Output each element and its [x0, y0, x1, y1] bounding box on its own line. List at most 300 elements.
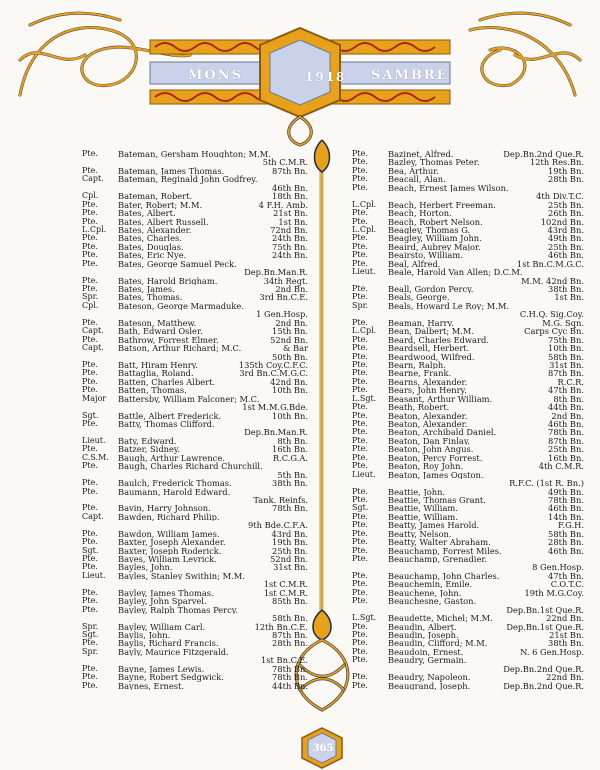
entry-unit: 44th Bn.	[272, 680, 308, 691]
roll-entry	[352, 293, 584, 301]
entry-name: Beairsto, William.	[388, 251, 463, 260]
entry-rank: Pte.	[352, 165, 368, 175]
entry-unit: 87th Bn.	[272, 165, 308, 176]
entry-rank: Pte.	[352, 216, 368, 226]
entry-name: Bayne, Robert Sedgwick.	[118, 673, 224, 682]
entry-rank: Pte.	[82, 258, 98, 268]
entry-unit: 49th Bn.	[548, 233, 584, 244]
entry-unit: 25th Bn.	[548, 444, 584, 455]
entry-unit: 28th Bn.	[548, 174, 584, 185]
entry-rank: Pte.	[352, 233, 368, 243]
entry-unit: 12th Res.Bn.	[529, 157, 584, 168]
entry-unit: 25th Bn.	[548, 199, 584, 210]
entry-name: Batt, Hiram Henry.	[118, 360, 198, 370]
entry-rank: Pte.	[82, 503, 98, 513]
entry-unit: 10th Bn.	[272, 385, 308, 396]
header-right-word: SAMBRE	[371, 68, 449, 83]
entry-name: Beatty, James Harold.	[388, 521, 480, 530]
entry-unit: 58th Bn.	[548, 528, 584, 539]
entry-name: Bearne, Frank.	[388, 369, 452, 378]
entry-unit: 1 Gen.Hosp.	[256, 309, 308, 320]
roll-entry	[352, 175, 584, 183]
entry-unit: 10th Bn.	[272, 410, 308, 421]
roll-entry	[352, 589, 584, 597]
entry-rank: Pte.	[352, 638, 368, 648]
roll-entry	[82, 479, 308, 487]
entry-rank: Pte.	[82, 165, 98, 175]
right-name-column	[352, 150, 584, 690]
entry-rank: Pte.	[82, 638, 98, 648]
entry-rank: Lieut.	[82, 435, 106, 445]
entry-name: Beatty, Nelson.	[388, 529, 452, 539]
entry-name: Bayley, Ralph Thomas Percy.	[118, 605, 239, 615]
entry-unit: 47th Bn.	[548, 570, 584, 581]
entry-name: Beaton, John Angus.	[388, 445, 474, 454]
entry-unit: 4 F.H. Amb.	[258, 199, 308, 210]
roll-entry	[82, 310, 308, 318]
entry-rank: Capt.	[82, 511, 104, 521]
entry-rank: Pte.	[352, 334, 368, 344]
roll-entry	[82, 293, 308, 301]
entry-rank: L.Cpl.	[352, 224, 377, 234]
entry-rank: C.S.M.	[82, 452, 109, 462]
entry-name: Bawdon, William James.	[118, 529, 220, 539]
entry-name: Bates, Thomas.	[118, 293, 183, 302]
entry-name: Bathrow, Forrest Elmer.	[118, 335, 219, 345]
entry-name: Bayles, Stanley Swithin; M.M.	[118, 571, 245, 581]
entry-rank: Pte.	[352, 680, 368, 690]
entry-unit: 22nd Bn.	[546, 613, 584, 624]
left-name-column	[82, 150, 308, 690]
entry-unit: 1st C.M.R.	[263, 579, 308, 590]
entry-unit: 28th Bn.	[548, 537, 584, 548]
entry-unit: 49th Bn.	[548, 486, 584, 497]
entry-rank: Lieut.	[352, 469, 376, 479]
entry-rank: Pte.	[352, 258, 368, 268]
entry-rank: L.Cpl.	[352, 326, 377, 336]
roll-entry	[352, 369, 584, 377]
entry-name: Bates, Albert Russell.	[118, 217, 209, 226]
entry-rank: Pte.	[352, 241, 368, 251]
entry-rank: Pte.	[352, 351, 368, 361]
entry-rank: Pte.	[352, 486, 368, 496]
entry-rank: Pte.	[82, 478, 98, 488]
entry-rank: Pte.	[352, 511, 368, 521]
entry-unit: 21st Bn.	[273, 208, 308, 219]
page-number: 365	[312, 743, 334, 754]
roll-entry	[352, 682, 584, 690]
entry-name: Beauchesne, Gaston.	[388, 597, 477, 606]
roll-entry	[352, 260, 584, 268]
roll-entry	[82, 386, 308, 394]
entry-rank: Pte.	[82, 233, 98, 243]
entry-unit: 46th Bn.	[548, 419, 584, 429]
entry-name: Battle, Albert Frederick.	[118, 411, 222, 421]
entry-name: Bayes, William Levrick.	[118, 555, 217, 564]
entry-name: Beacall, Alan.	[388, 175, 446, 184]
entry-unit: 4th C.M.R.	[538, 461, 584, 472]
entry-rank: Pte.	[352, 655, 368, 665]
entry-rank: Capt.	[82, 326, 104, 336]
entry-name: Battaglia, Roland.	[118, 369, 194, 378]
entry-name: Baugh, Arthur Lawrence.	[118, 453, 225, 463]
entry-unit: 22nd Bn.	[546, 672, 584, 683]
entry-unit: 2nd Bn.	[551, 410, 584, 421]
entry-name: Beaird, Aubrey Major.	[388, 242, 481, 252]
entry-rank: Pte.	[352, 208, 368, 218]
entry-name: Bateson, Matthew.	[118, 318, 197, 328]
roll-entry	[352, 462, 584, 470]
entry-name: Baty, Edward.	[118, 436, 177, 446]
entry-rank: Pte.	[82, 486, 98, 496]
entry-rank: L.Sgt.	[352, 393, 377, 403]
entry-name: Batty, Thomas Clifford.	[118, 420, 215, 429]
entry-unit: 44th Bn.	[548, 402, 584, 413]
entry-unit: 9th Bde.C.F.A.	[248, 520, 308, 531]
entry-name: Beach, Robert Nelson.	[388, 217, 483, 226]
entry-rank: Lieut.	[82, 570, 106, 580]
entry-name: Beaton, Archibald Daniel.	[388, 428, 497, 437]
roll-entry	[82, 462, 308, 470]
entry-rank: Pte.	[82, 537, 98, 547]
entry-rank: Pte.	[352, 629, 368, 639]
entry-name: Bazley, Thomas Peter.	[388, 158, 480, 167]
entry-unit: 75th Bn.	[548, 334, 584, 345]
entry-unit: 58th Bn.	[548, 351, 584, 362]
entry-unit: 58th Bn.	[272, 613, 308, 624]
entry-name: Bates, Harold Brigham.	[118, 276, 218, 286]
roll-entry	[352, 403, 584, 411]
entry-unit: 75th Bn.	[272, 241, 308, 252]
entry-rank: Spr.	[82, 621, 99, 631]
entry-unit: R.C.R.	[557, 376, 584, 387]
entry-rank: Pte.	[352, 520, 368, 530]
entry-rank: Pte.	[82, 241, 98, 251]
entry-unit: 3rd Bn.C.E.	[259, 292, 308, 303]
entry-rank: Pte.	[82, 461, 98, 471]
roll-entry	[82, 682, 308, 690]
entry-unit: 78th Bn.	[548, 494, 584, 505]
entry-name: Beauchemin, Emile.	[388, 580, 473, 589]
entry-name: Bearns, Alexander.	[388, 377, 468, 387]
entry-unit: 25th Bn.	[548, 241, 584, 252]
entry-name: Baxter, Joseph Alexander.	[118, 538, 226, 547]
entry-unit: Dep.Bn.1st Que.R.	[506, 604, 584, 615]
entry-name: Beard, Charles Edward.	[388, 335, 489, 345]
entry-rank: Pte.	[352, 435, 368, 445]
roll-entry	[82, 209, 308, 217]
entry-name: Bates, Albert.	[118, 209, 176, 218]
entry-rank: Pte.	[82, 250, 98, 260]
entry-name: Beauchene, John.	[388, 588, 462, 598]
entry-rank: Pte.	[82, 376, 98, 386]
entry-rank: Pte.	[82, 208, 98, 218]
entry-name: Bean, Dalbert; M.M.	[388, 327, 475, 336]
entry-name: Bateman, James Thomas.	[118, 166, 225, 176]
entry-rank: Pte.	[352, 587, 368, 597]
entry-unit: 12th Bn.C.E.	[254, 621, 308, 632]
entry-rank: Spr.	[352, 300, 369, 310]
entry-rank: Pte.	[352, 182, 368, 192]
roll-entry	[82, 167, 308, 175]
entry-unit: 135th Coy.C.F.C.	[238, 359, 308, 370]
entry-name: Beath, Robert.	[388, 403, 450, 412]
entry-unit: 78th Bn.	[272, 672, 308, 683]
entry-rank: Pte.	[82, 419, 98, 428]
entry-name: Bea, Arthur.	[388, 166, 439, 176]
entry-unit: 38th Bn.	[548, 638, 584, 649]
entry-unit: 5th Bn.	[277, 469, 308, 480]
roll-entry	[352, 572, 584, 580]
entry-name: Beals, Howard Le Roy; M.M.	[388, 301, 510, 311]
entry-rank: Sgt.	[82, 545, 99, 555]
entry-rank: Pte.	[352, 452, 368, 462]
entry-rank: Cpl.	[82, 191, 99, 201]
entry-name: Beaton, Roy John.	[388, 462, 464, 471]
entry-name: Battersby, William Falconer; M.C.	[118, 394, 260, 404]
entry-rank: Pte.	[352, 461, 368, 471]
entry-name: Beagley, Thomas G.	[388, 225, 471, 235]
entry-rank: Spr.	[82, 292, 99, 302]
entry-name: Bateman, Gersham Houghton; M.M.	[118, 150, 271, 159]
entry-rank: Pte.	[82, 562, 98, 572]
entry-rank: Spr.	[82, 646, 99, 656]
entry-name: Batzer, Sidney.	[118, 445, 181, 454]
entry-unit: 78th Bn.	[548, 427, 584, 438]
entry-name: Beattie, Thomas Grant.	[388, 495, 486, 505]
roll-entry	[352, 648, 584, 656]
entry-rank: Capt.	[82, 343, 104, 353]
entry-rank: Sgt.	[82, 629, 99, 639]
entry-name: Beaudette, Michel; M.M.	[388, 614, 493, 623]
entry-name: Bath, Edward Osler.	[118, 327, 203, 336]
entry-rank: Pte.	[82, 334, 98, 344]
entry-name: Bateson, George Marmaduke.	[118, 301, 244, 311]
entry-name: Batten, Thomas.	[118, 386, 187, 395]
entry-rank: Pte.	[82, 604, 98, 614]
entry-unit: 1st M.M.G.Bde.	[242, 402, 308, 413]
entry-name: Beaton, Alexander.	[388, 411, 468, 421]
entry-rank: Pte.	[82, 385, 98, 395]
entry-name: Beal, Alfred.	[388, 259, 441, 269]
entry-name: Bayly, Maurice Fitzgerald.	[118, 647, 229, 657]
entry-name: Beauchamp, Forrest Miles.	[388, 546, 502, 556]
roll-entry	[82, 428, 308, 436]
roll-entry	[82, 336, 308, 344]
roll-entry	[82, 454, 308, 462]
entry-unit: 4th Div.T.C.	[536, 191, 584, 202]
entry-unit: 38th Bn.	[548, 284, 584, 294]
entry-unit: 1st Bn.	[554, 292, 584, 303]
entry-rank: Pte.	[82, 368, 98, 378]
entry-unit: 87th Bn.	[548, 435, 584, 446]
entry-name: Baylis, Richard Francis.	[118, 639, 219, 648]
entry-unit: Dep.Bn.2nd Que.R.	[503, 149, 584, 159]
entry-unit: & Bar	[282, 343, 308, 354]
entry-name: Beall, Gordon Percy.	[388, 285, 474, 294]
entry-rank: L.Sgt.	[352, 613, 377, 623]
entry-name: Beattie, William.	[388, 512, 458, 522]
entry-rank: Pte.	[82, 663, 98, 673]
entry-rank: Pte.	[82, 359, 98, 369]
entry-unit: R.C.G.A.	[272, 452, 308, 463]
entry-rank: Pte.	[82, 317, 98, 327]
entry-rank: Pte.	[352, 385, 368, 395]
entry-name: Bates, Charles.	[118, 234, 182, 243]
entry-rank: Pte.	[352, 402, 368, 412]
entry-name: Bayles, John.	[118, 563, 173, 572]
entry-unit: 42nd Bn.	[270, 376, 308, 387]
entry-name: Beach, Ernest James Wilson.	[388, 183, 509, 193]
entry-name: Beach, Herbert Freeman.	[388, 200, 496, 210]
entry-unit: 8th Bn.	[277, 435, 308, 446]
entry-rank: Pte.	[352, 359, 368, 369]
entry-name: Batson, Arthur Richard; M.C.	[118, 344, 242, 353]
entry-unit: Carps Cyc Bn.	[524, 326, 584, 337]
entry-name: Beaman, Harry.	[388, 318, 454, 328]
entry-unit: 16th Bn.	[272, 444, 308, 455]
entry-rank: Pte.	[82, 587, 98, 597]
entry-name: Beaton, Percy Forrest.	[388, 453, 483, 463]
entry-rank: Pte.	[82, 216, 98, 226]
entry-unit: 15th Bn.	[272, 326, 308, 337]
entry-unit: Dep.Bn.1st Que.R.	[506, 621, 584, 632]
entry-unit: 72nd Bn.	[270, 224, 308, 235]
entry-name: Baynes, Ernest.	[118, 681, 185, 691]
entry-rank: Pte.	[82, 680, 98, 690]
entry-unit: 8 Gen.Hosp.	[532, 562, 584, 573]
header-left-word: MONS	[188, 68, 243, 83]
entry-unit: 85th Bn.	[272, 596, 308, 607]
entry-rank: Pte.	[352, 292, 368, 302]
entry-name: Bawden, Richard Philip.	[118, 512, 220, 522]
roll-entry	[82, 563, 308, 571]
entry-name: Beale, Harold Van Allen; D.C.M.	[388, 268, 523, 277]
entry-unit: 43rd Bn.	[547, 224, 584, 235]
entry-rank: Pte.	[82, 444, 98, 454]
entry-name: Baulch, Frederick Thomas.	[118, 479, 232, 488]
entry-rank: Pte.	[352, 494, 368, 504]
entry-unit: Dep.Bn.Man.R.	[244, 267, 308, 278]
entry-unit: 1st Bn.C.M.G.C.	[516, 258, 584, 269]
entry-unit: C.O.T.C.	[550, 579, 584, 590]
entry-name: Beaton, Dan Finlay.	[388, 436, 471, 446]
entry-rank: Pte.	[352, 444, 368, 454]
entry-name: Bateman, Robert.	[118, 192, 193, 201]
entry-unit: 1st C.M.R.	[263, 587, 308, 598]
entry-name: Beauchamp, John Charles.	[388, 571, 500, 581]
entry-rank: Pte.	[352, 537, 368, 547]
entry-unit: 19th Bn.	[548, 165, 584, 176]
entry-name: Beagley, William John.	[388, 234, 482, 243]
entry-unit: 19th M.G.Coy.	[524, 587, 584, 598]
entry-name: Beaton, Alexander.	[388, 420, 468, 429]
entry-rank: Pte.	[352, 174, 368, 184]
entry-unit: 10th Bn.	[548, 343, 584, 354]
entry-unit: 78th Bn.	[272, 663, 308, 674]
entry-unit: 46th Bn.	[548, 545, 584, 556]
entry-unit: 8th Bn.	[553, 393, 584, 404]
entry-unit: 87th Bn.	[548, 368, 584, 379]
roll-entry	[82, 277, 308, 285]
roll-entry	[352, 285, 584, 293]
entry-name: Bates, Alexander.	[118, 225, 192, 235]
entry-rank: Pte.	[352, 284, 368, 293]
entry-unit: 3rd Bn.C.M.G.C.	[239, 368, 308, 379]
entry-rank: Pte.	[352, 317, 368, 327]
entry-name: Bayley, John Sparvel.	[118, 597, 207, 606]
entry-rank: Sgt.	[352, 503, 369, 513]
entry-unit: F.G.H.	[558, 520, 584, 531]
entry-unit: 50th Bn.	[272, 351, 308, 362]
entry-rank: Pte.	[82, 528, 98, 538]
roll-entry	[352, 386, 584, 394]
entry-name: Bates, George Samuel Peck.	[118, 259, 237, 269]
entry-unit: 2nd Bn.	[275, 284, 308, 294]
entry-unit: 25th Bn.	[272, 545, 308, 556]
entry-name: Beatty, Walter Abraham.	[388, 538, 491, 547]
entry-rank: Pte.	[352, 596, 368, 606]
entry-name: Baugh, Charles Richard Churchill.	[118, 462, 263, 471]
roll-entry	[352, 513, 584, 521]
entry-unit: R.F.C. (1st R. Bn.)	[509, 478, 584, 489]
entry-unit: 28th Bn.	[272, 638, 308, 649]
entry-unit: 18th Bn.	[272, 191, 308, 202]
entry-name: Beaudry, Germain.	[388, 656, 467, 665]
entry-rank: L.Cpl.	[82, 224, 107, 234]
entry-unit: M.M. 42nd Bn.	[521, 275, 584, 286]
roll-entry	[82, 639, 308, 647]
entry-unit: Dep.Bn.Man.R.	[244, 427, 308, 438]
entry-unit: 5th C.M.R.	[262, 157, 308, 168]
entry-rank: Lieut.	[352, 267, 376, 277]
entry-unit: 16th Bn.	[548, 452, 584, 463]
entry-name: Bater, Robert; M.M.	[118, 200, 203, 210]
entry-unit: 87th Bn.	[272, 629, 308, 640]
entry-name: Beaudin, Clifford; M.M.	[388, 639, 488, 648]
entry-name: Bayley, William Carl.	[118, 622, 206, 631]
entry-unit: Dep.Bn.2nd Que.R.	[503, 680, 584, 691]
entry-name: Beaudry, Napoleon.	[388, 673, 471, 682]
entry-unit: C.H.Q. Sig.Coy.	[519, 309, 584, 320]
entry-unit: 102nd Bn.	[540, 216, 584, 227]
entry-rank: Pte.	[82, 199, 98, 209]
entry-unit: 46th Bn.	[548, 503, 584, 514]
entry-name: Bayne, James Lewis.	[118, 664, 205, 674]
entry-unit: 47th Bn.	[548, 385, 584, 396]
entry-name: Beattie, William.	[388, 504, 458, 513]
entry-unit: 26th Bn.	[548, 208, 584, 219]
entry-rank: Pte.	[82, 596, 98, 606]
entry-name: Bates, Eric Nye.	[118, 251, 187, 260]
entry-rank: Pte.	[352, 250, 368, 260]
entry-rank: Pte.	[82, 672, 98, 682]
entry-name: Beasant, Arthur William.	[388, 394, 493, 404]
entry-rank: Pte.	[352, 149, 368, 158]
entry-unit: 43rd Bn.	[271, 528, 308, 539]
entry-rank: Pte.	[352, 646, 368, 656]
entry-unit: 52nd Bn.	[270, 334, 308, 345]
entry-unit: 46th Bn.	[548, 250, 584, 261]
entry-rank: Sgt.	[82, 410, 99, 420]
entry-rank: Pte.	[352, 376, 368, 386]
entry-unit: M.G. Sqn.	[542, 317, 584, 328]
entry-unit: 24th Bn.	[272, 233, 308, 244]
entry-rank: Pte.	[352, 419, 368, 428]
entry-name: Bavin, Harry Johnson.	[118, 504, 211, 513]
entry-rank: Pte.	[352, 579, 368, 589]
entry-name: Bazinet, Alfred.	[388, 150, 454, 159]
